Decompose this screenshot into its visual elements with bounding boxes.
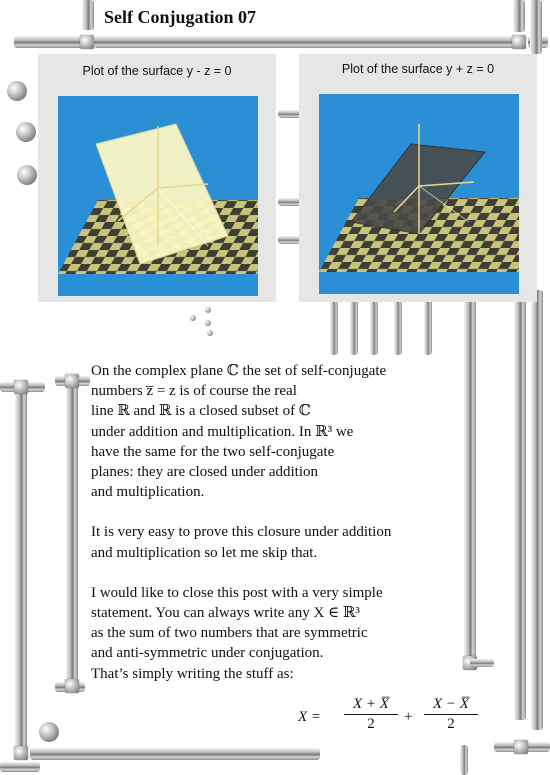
frame-pipe-right-inner — [464, 300, 476, 660]
fraction-2-numerator: X − X̅ — [433, 696, 469, 712]
formula-lhs: X = — [298, 709, 322, 725]
decor-dot — [207, 330, 213, 336]
frame-pipe-vert-4 — [394, 300, 402, 355]
frame-joint — [514, 740, 528, 754]
decor-dot — [205, 307, 211, 313]
frame-pipe-bottom-left — [0, 762, 40, 772]
figure-caption-1: Plot of the surface y - z = 0 — [82, 64, 232, 78]
frame-joint — [65, 374, 79, 388]
text-line: have the same for the two self-conjugate — [91, 443, 335, 460]
fraction-2 — [424, 696, 478, 733]
decor-ball — [39, 722, 59, 742]
text-line: line ℝ and ℝ is a closed subset of ℂ — [91, 403, 311, 420]
frame-joint — [14, 380, 28, 394]
text-line: planes: they are closed under addition — [91, 464, 319, 481]
paragraph-1 — [91, 361, 461, 502]
frame-pipe-middle-h2 — [278, 198, 300, 206]
text-line: On the complex plane ℂ the set of self-conjugate — [91, 363, 387, 379]
figure-caption-2: Plot of the surface y + z = 0 — [341, 62, 495, 76]
frame-pipe-top — [94, 36, 514, 48]
frame-pipe-vert-1 — [330, 300, 338, 355]
fraction-1-numerator: X + X̅ — [353, 696, 389, 712]
frame-pipe-vert-2 — [350, 300, 358, 355]
text-line: as the sum of two numbers that are symmetric — [91, 625, 368, 642]
frame-pipe-title-right — [513, 0, 525, 32]
surface-plot-1 — [58, 96, 258, 296]
text-line: It is very easy to prove this closure under addition — [91, 524, 392, 541]
frame-pipe-top-left — [14, 36, 84, 48]
paragraph-3 — [91, 583, 461, 684]
frame-pipe-middle-h3 — [278, 236, 300, 244]
figure-panel-2 — [299, 54, 537, 302]
decor-ball — [17, 165, 37, 185]
frame-pipe-right-stub — [470, 659, 494, 667]
text-line: and multiplication so let me skip that. — [91, 544, 318, 561]
text-line: and anti-symmetric under conjugation. — [91, 645, 324, 662]
decor-ball — [7, 81, 27, 101]
fraction-2-denominator: 2 — [447, 716, 455, 732]
frame-joint — [65, 679, 79, 693]
formula-plus: + — [404, 709, 413, 725]
post-body — [91, 361, 461, 704]
decor-dot — [205, 320, 211, 326]
frame-joint — [80, 35, 94, 49]
text-line: I would like to close this post with a very simple — [91, 584, 383, 601]
frame-pipe-title-left — [82, 0, 94, 30]
text-line: under addition and multiplication. In ℝ³ we — [91, 423, 354, 440]
frame-pipe-vert-5 — [424, 300, 432, 355]
frame-pipe-middle-h — [278, 110, 300, 118]
text-line: That’s simply writing the stuff as: — [91, 665, 294, 682]
text-line: statement. You can always write any X ∈ ℝ³ — [91, 605, 360, 622]
figure-panel-1 — [38, 54, 276, 302]
frame-pipe-vert-3 — [370, 300, 378, 355]
decor-dot — [190, 315, 196, 321]
text-line: and multiplication. — [91, 484, 205, 501]
frame-pipe-bottom-right-v — [460, 745, 468, 775]
decor-ball — [16, 122, 36, 142]
frame-pipe-right-outer — [531, 290, 543, 730]
fraction-1 — [344, 696, 398, 733]
text-line: numbers z̅ = z is of course the real — [91, 383, 297, 400]
frame-pipe-right-top — [530, 0, 542, 54]
frame-pipe-right-long — [514, 300, 526, 720]
paragraph-2 — [91, 522, 461, 562]
frame-pipe-left-outer — [15, 385, 27, 755]
frame-joint — [512, 35, 526, 49]
fraction-1-denominator: 2 — [367, 716, 375, 732]
surface-plot-2 — [319, 94, 519, 294]
page-title: Self Conjugation 07 — [104, 7, 257, 27]
frame-pipe-bottom — [30, 748, 320, 760]
frame-pipe-text-left — [66, 378, 78, 683]
frame-joint — [14, 746, 28, 760]
